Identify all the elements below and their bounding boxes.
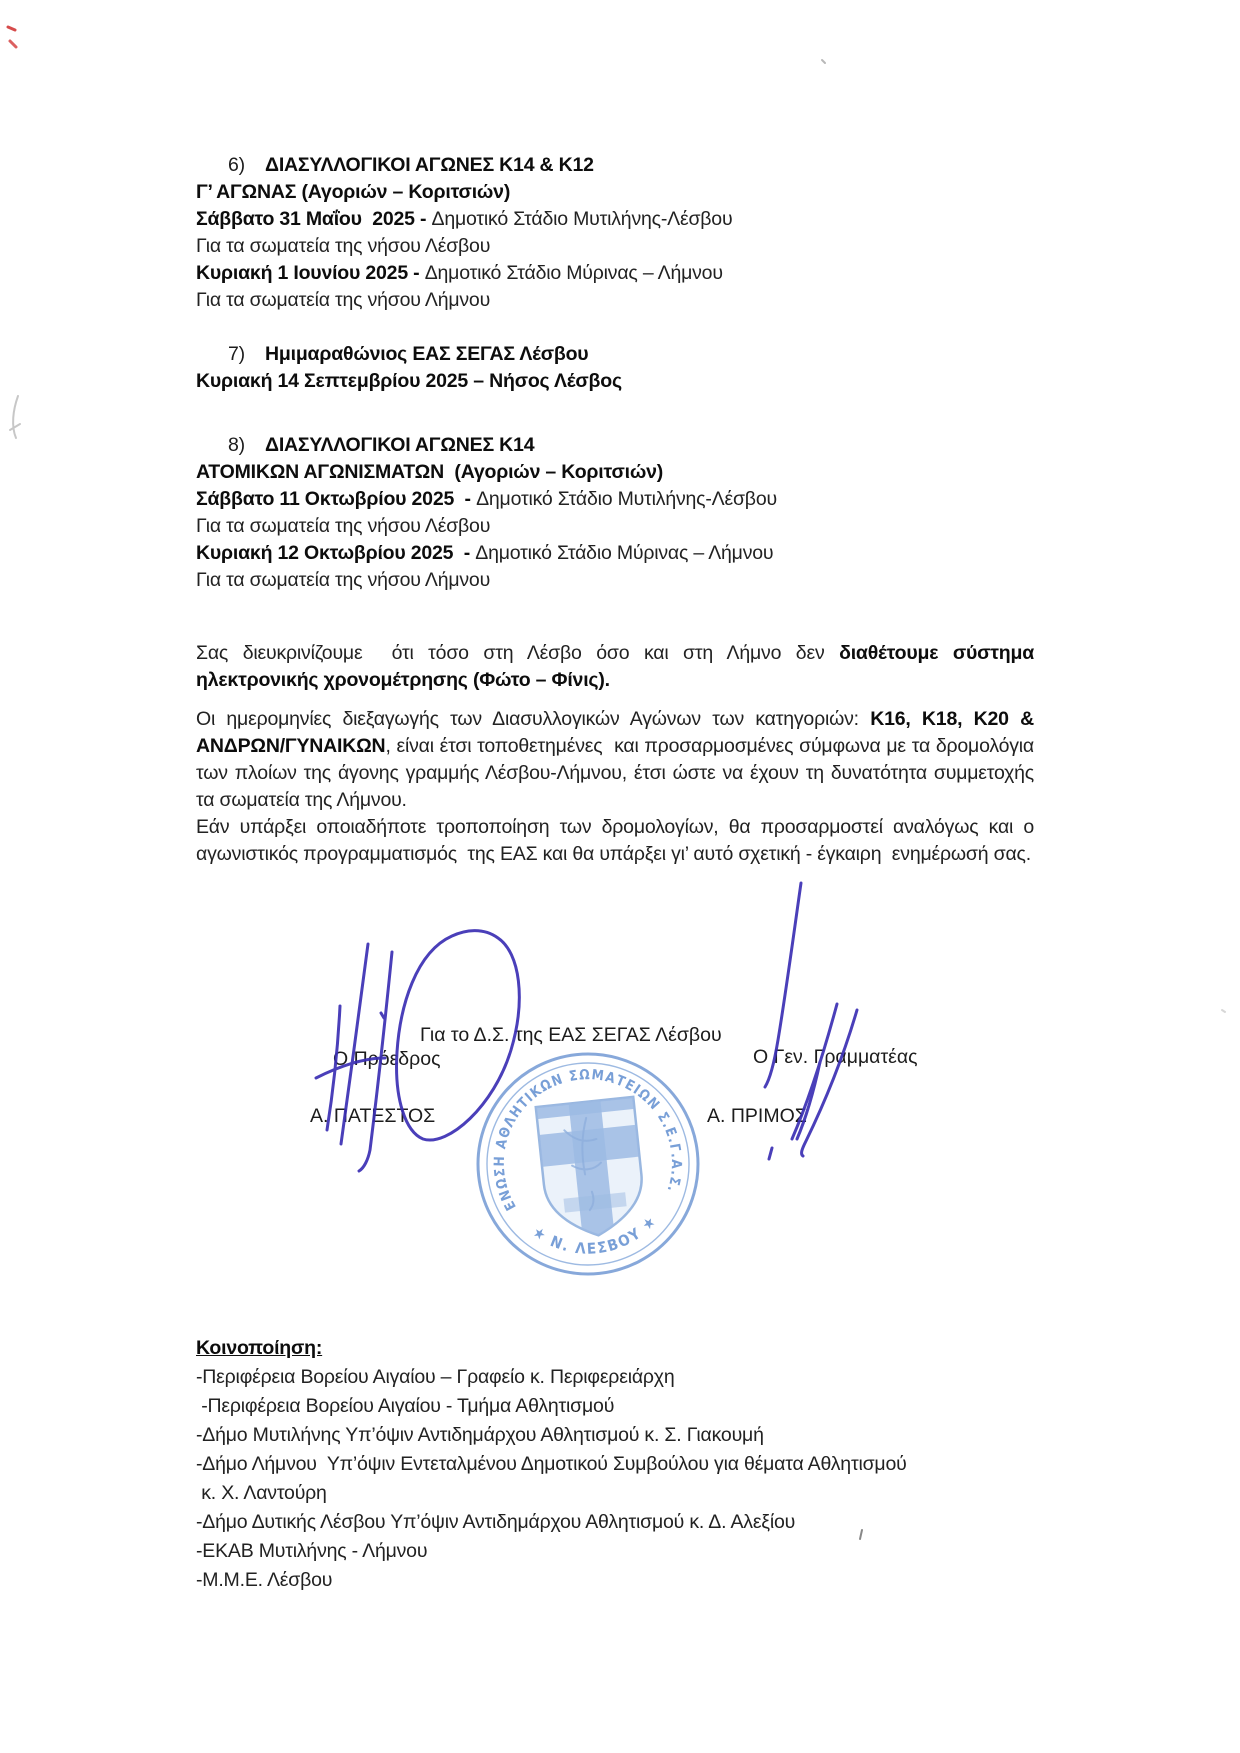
event-date: Κυριακή 12 Οκτωβρίου 2025 - xyxy=(196,542,476,564)
stamp-outer-ring xyxy=(467,1043,709,1285)
schedule-note-rest: , είναι έτσι τοποθετημένες και προσαρμοσμένες σύμφωνα με τα δρομολόγια των πλοίων της άγονης γραμμής Λέσβου-Λήμνου, έτσι ώστε να έχουν τη δυνατότητα συμμετοχής τα σωματεία της Λήμνου. xyxy=(196,735,1040,811)
section-8-interclub-k14 xyxy=(196,432,1034,594)
section-subtitle: Γ’ ΑΓΩΝΑΣ (Αγοριών – Κοριτσιών) xyxy=(196,181,511,203)
event-note: Για τα σωματεία της νήσου Λήμνου xyxy=(196,569,491,591)
stamp-figure xyxy=(563,1117,605,1212)
stamp-shield-emblem xyxy=(536,1097,647,1241)
stamp-bottom-text: ★ Ν. ΛΕΣΒΟΥ ★ xyxy=(529,1210,662,1258)
distribution-item: -ΕΚΑΒ Μυτιλήνης - Λήμνου xyxy=(196,1540,428,1562)
distribution-heading: Κοινοποίηση: xyxy=(196,1337,323,1359)
stamp-inner-ring xyxy=(477,1053,699,1275)
amendment-paragraph: Εάν υπάρξει οποιαδήποτε τροποποίηση των δρομολογίων, θα προσαρμοστεί αναλόγως και ο αγωνιστικός προγραμματισμός της ΕΑΣ και θα υπάρξει γι’ αυτό σχετική - έγκαιρη ενημέρωσή σας. xyxy=(196,816,1040,865)
section-subtitle: ΑΤΟΜΙΚΩΝ ΑΓΩΝΙΣΜΑΤΩΝ (Αγοριών – Κοριτσιών) xyxy=(196,461,664,483)
event-note: Για τα σωματεία της νήσου Λήμνου xyxy=(196,289,491,311)
event-venue: Δημοτικό Στάδιο Μυτιλήνης-Λέσβου xyxy=(476,488,777,510)
section-7-half-marathon xyxy=(196,341,1034,395)
distribution-item: -Μ.Μ.Ε. Λέσβου xyxy=(196,1569,333,1591)
clarification-paragraph xyxy=(196,640,1040,694)
section-title: ΔΙΑΣΥΛΛΟΓΙΚΟΙ ΑΓΩΝΕΣ Κ14 & Κ12 xyxy=(265,154,594,176)
event-line xyxy=(196,486,1034,513)
item-number: 7) xyxy=(228,343,245,365)
event-date: Σάββατο 11 Οκτωβρίου 2025 - xyxy=(196,488,477,510)
event-venue: Δημοτικό Στάδιο Μύρινας – Λήμνου xyxy=(424,262,723,284)
event-date-line: Κυριακή 14 Σεπτεμβρίου 2025 – Νήσος Λέσβος xyxy=(196,370,622,392)
event-venue: Δημοτικό Στάδιο Μύρινας – Λήμνου xyxy=(475,542,774,564)
event-line xyxy=(196,206,1034,233)
secretary-name: Α. ΠΡΙΜΟΣ xyxy=(707,1105,807,1127)
event-line xyxy=(196,260,1034,287)
distribution-item: -Περιφέρεια Βορείου Αιγαίου – Γραφείο κ. Περιφερειάρχη xyxy=(196,1366,675,1388)
schedule-note-categories: Κ16, Κ18, Κ20 & ΑΝΔΡΩΝ/ΓΥΝΑΙΚΩΝ xyxy=(196,708,1039,757)
section-heading xyxy=(196,432,1034,459)
schedule-note-lead: Οι ημερομηνίες διεξαγωγής των Διασυλλογικών Αγώνων των κατηγοριών: xyxy=(196,708,871,730)
section-6-interclub-k14-k12 xyxy=(196,152,1034,314)
distribution-item: κ. Χ. Λαντούρη xyxy=(196,1482,327,1504)
clarification-text: Σας διευκρινίζουμε ότι τόσο στη Λέσβο όσο και στη Λήμνο δεν xyxy=(196,642,840,664)
event-line xyxy=(196,540,1034,567)
association-stamp xyxy=(467,1043,709,1285)
item-number: 6) xyxy=(228,154,245,176)
distribution-item: -Δήμο Μυτιλήνης Υπ’όψιν Αντιδημάρχου Αθλητισμού κ. Σ. Γιακουμή xyxy=(196,1424,764,1446)
distribution-item: -Δήμο Λήμνου Υπ’όψιν Εντεταλμένου Δημοτικού Συμβούλου για θέματα Αθλητισμού xyxy=(196,1453,907,1475)
event-venue: Δημοτικό Στάδιο Μυτιλήνης-Λέσβου xyxy=(431,208,733,230)
signature-for-line: Για το Δ.Σ. της ΕΑΣ ΣΕΓΑΣ Λέσβου xyxy=(420,1024,722,1046)
stamp-ring-text: ΕΝΩΣΗ ΑΘΛΗΤΙΚΩΝ ΣΩΜΑΤΕΙΩΝ Σ.Ε.Γ.Α.Σ. xyxy=(491,1067,684,1213)
president-role-label: Ο Πρόεδρος xyxy=(333,1048,441,1070)
section-heading xyxy=(196,341,1034,368)
president-name: Α. ΠΑΤΕΣΤΟΣ xyxy=(310,1105,436,1127)
section-title: ΔΙΑΣΥΛΛΟΓΙΚΟΙ ΑΓΩΝΕΣ Κ14 xyxy=(265,434,535,456)
distribution-list xyxy=(196,1334,1034,1595)
event-date: Κυριακή 1 Ιουνίου 2025 - xyxy=(196,262,425,284)
section-heading xyxy=(196,152,1034,179)
distribution-item: -Δήμο Δυτικής Λέσβου Υπ’όψιν Αντιδημάρχου Αθλητισμού κ. Δ. Αλεξίου xyxy=(196,1511,796,1533)
clarification-bold-text: διαθέτουμε σύστημα ηλεκτρονικής χρονομέτρησης (Φώτο – Φίνις). xyxy=(196,642,1040,691)
event-note: Για τα σωματεία της νήσου Λέσβου xyxy=(196,515,491,537)
schedule-note-paragraph xyxy=(196,706,1040,868)
event-note: Για τα σωματεία της νήσου Λέσβου xyxy=(196,235,491,257)
item-number: 8) xyxy=(228,434,245,456)
section-title: Ημιμαραθώνιος ΕΑΣ ΣΕΓΑΣ Λέσβου xyxy=(265,343,589,365)
distribution-item: -Περιφέρεια Βορείου Αιγαίου - Τμήμα Αθλητισμού xyxy=(196,1395,615,1417)
event-date: Σάββατο 31 Μαΐου 2025 - xyxy=(196,208,432,230)
secretary-role-label: Ο Γεν. Γραμματέας xyxy=(753,1046,918,1068)
